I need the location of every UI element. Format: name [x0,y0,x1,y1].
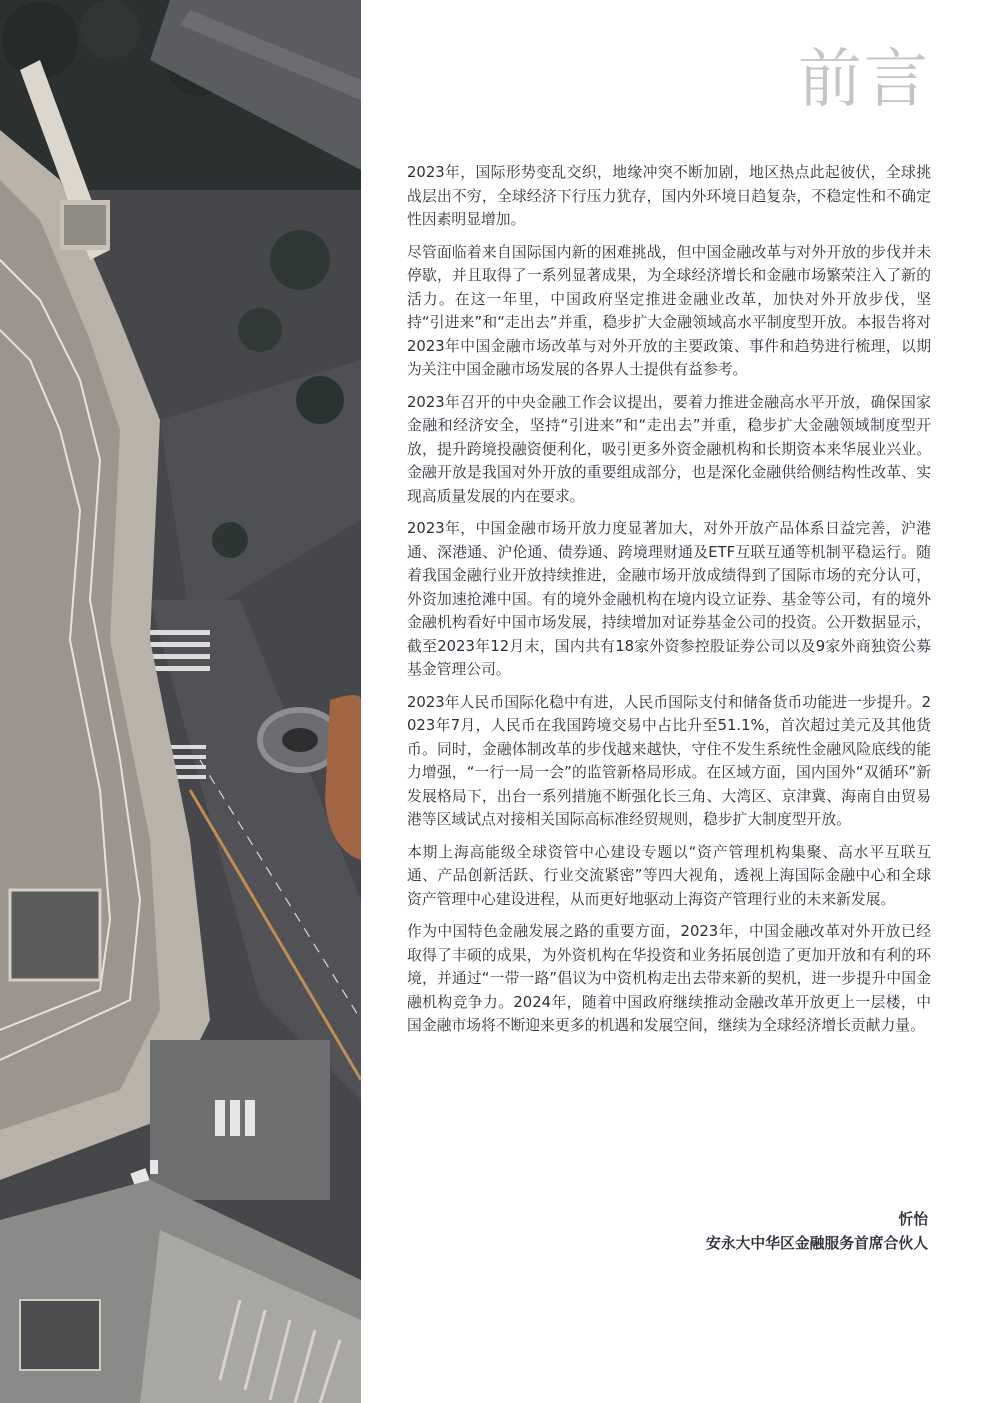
paragraph-7: 作为中国特色金融发展之路的重要方面，2023年，中国金融改革对外开放已经取得了丰硕的成果，为外资机构在华投资和业务拓展创造了更加开放和有利的环境，并通过“一带一路”倡议为中资机构走出去带来新的契机，进一步提升中国金融机构竞争力。2024年，随着中国政府继续推动金融改革开放更上一层楼，中国金融市场将不断迎来更多的机遇和发展空间，继续为全球经济增长贡献力量。 [407,923,931,1034]
paragraph-4: 2023年，中国金融市场开放力度显著加大，对外开放产品体系日益完善，沪港通、深港通、沪伦通、债券通、跨境理财通及ETF互联互通等机制平稳运行。随着我国金融行业开放持续推进，金融市场开放成绩得到了国际市场的充分认可，外资加速抢滩中国。有的境外金融机构在境内设立证券、基金等公司，有的境外金融机构看好中国市场发展，持续增加对证券基金公司的投资。公开数据显示，截至2023年12月末，国内共有18家外资参控股证券公司以及9家外商独资公募基金管理公司。 [407,520,931,678]
paragraph-5: 2023年人民币国际化稳中有进，人民币国际支付和储备货币功能进一步提升。2023年7月，人民币在我国跨境交易中占比升至51.1%，首次超过美元及其他货币。同时，金融体制改革的步伐越来越快，守住不发生系统性金融风险底线的能力增强，“一行一局一会”的监管新格局形成。在区域方面，国内国外“双循环”新发展格局下，出台一系列措施不断强化长三角、大湾区、京津冀、海南自由贸易港等区域试点对接相关国际高标准经贸规则，稳步扩大制度型开放。 [407,693,931,828]
aerial-city-illustration [0,0,361,1403]
page-title: 前言 [798,43,930,117]
paragraph-2: 尽管面临着来自国际国内新的困难挑战，但中国金融改革与对外开放的步伐并未停歇，并且取得了一系列显著成果，为全球经济增长和金融市场繁荣注入了新的活力。在这一年里，中国政府坚定推进金融业改革，加快对外开放步伐，坚持“引进来”和“走出去”并重，稳步扩大金融领域高水平制度型开放。本报告将对2023年中国金融市场改革与对外开放的主要政策、事件和趋势进行梳理，以期为关注中国金融市场发展的各界人士提供有益参考。 [407,243,931,378]
paragraph-1: 2023年，国际形势变乱交织，地缘冲突不断加剧，地区热点此起彼伏，全球挑战层出不穷，全球经济下行压力犹存，国内外环境日趋复杂，不稳定性和不确定性因素明显增加。 [407,164,931,228]
signature-title: 安永大中华区金融服务首席合伙人 [706,1234,928,1252]
paragraph-3: 2023年召开的中央金融工作会议提出，要着力推进金融高水平开放，确保国家金融和经济安全，坚持“引进来”和“走出去”并重，稳步扩大金融领域制度型开放，提升跨境投融资便利化，吸引更多外资金融机构和长期资本来华展业兴业。金融开放是我国对外开放的重要组成部分，也是深化金融供给侧结构性改革、实现高质量发展的内在要求。 [407,393,931,505]
signature-name: 忻怡 [898,1211,928,1228]
preface-body [407,161,931,1047]
aerial-city-photo [0,0,361,1403]
paragraph-6: 本期上海高能级全球资管中心建设专题以“资产管理机构集聚、高水平互联互通、产品创新活跃、行业交流紧密”等四大视角，透视上海国际金融中心和全球资产管理中心建设进程，从而更好地驱动上海资产管理行业的未来新发展。 [407,843,931,908]
signature-block [706,1208,928,1255]
